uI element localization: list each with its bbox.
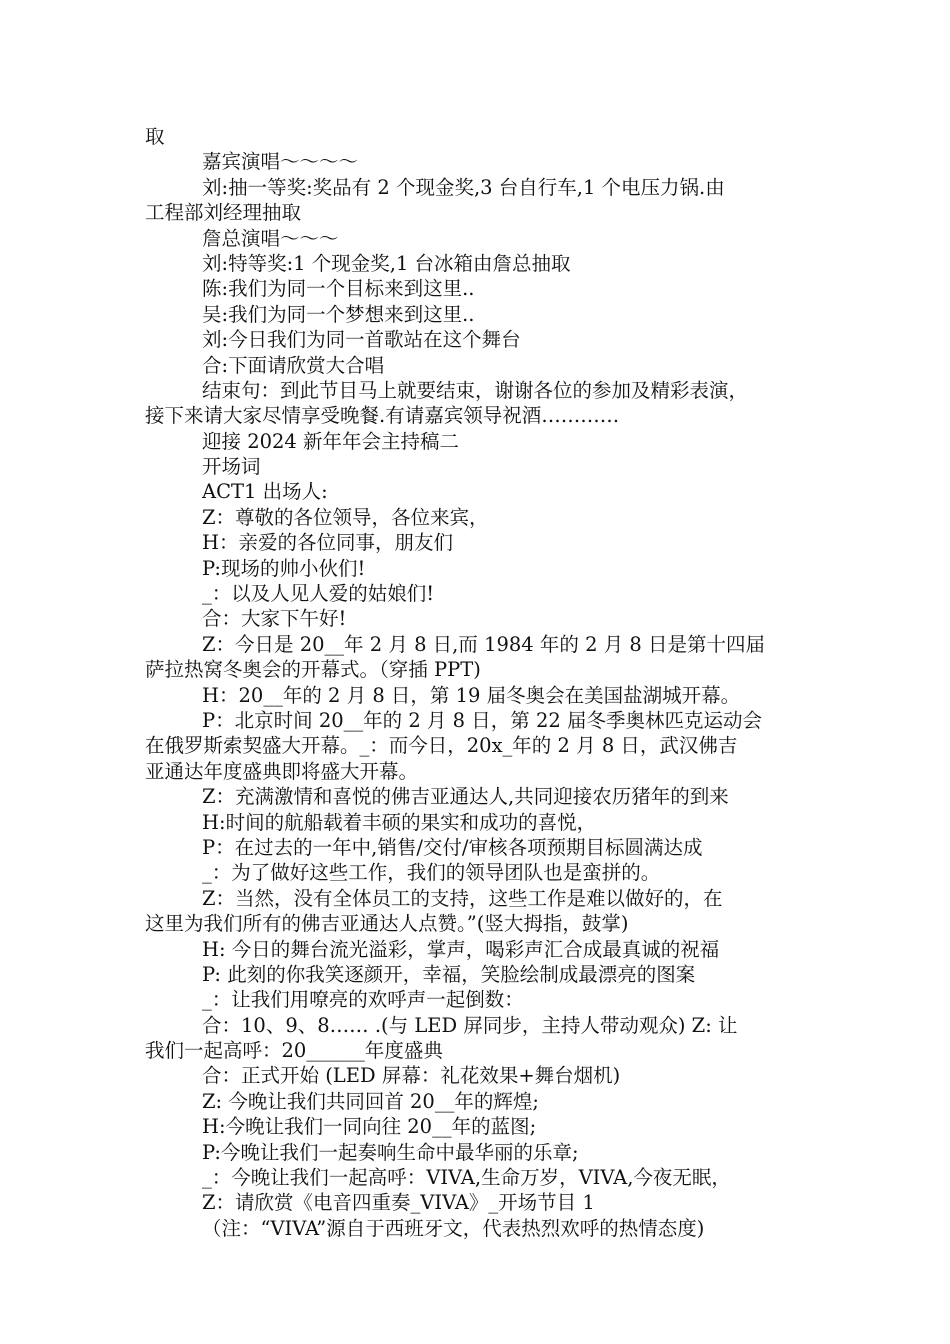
text-line: 陈:我们为同一个目标来到这里.. bbox=[202, 277, 475, 301]
text-line: 合：10、9、8…… .(与 LED 屏同步，主持人带动观众) Z: 让 bbox=[202, 1013, 738, 1037]
text-line: _：以及人见人爱的姑娘们! bbox=[202, 582, 435, 606]
text-line: H:今晚让我们一同向往 20__年的蓝图; bbox=[202, 1115, 537, 1139]
text-line: 接下来请大家尽情享受晚餐.有请嘉宾领导祝酒………… bbox=[145, 404, 620, 428]
text-line: 我们一起高呼：20______年度盛典 bbox=[145, 1039, 443, 1063]
text-line: _：让我们用嘹亮的欢呼声一起倒数： bbox=[202, 988, 524, 1012]
text-line: P：北京时间 20__年的 2 月 8 日，第 22 届冬季奥林匹克运动会 bbox=[202, 708, 762, 732]
text-line: 詹总演唱～～～ bbox=[202, 226, 339, 250]
text-line: 工程部刘经理抽取 bbox=[145, 201, 302, 225]
text-line: _：今晚让我们一起高呼：VIVA,生命万岁，VIVA,今夜无眠， bbox=[202, 1166, 731, 1190]
text-line: 合：大家下午好! bbox=[202, 607, 347, 631]
text-line: H：20__年的 2 月 8 日，第 19 届冬奥会在美国盐湖城开幕。 bbox=[202, 683, 741, 707]
text-line: 刘:今日我们为同一首歌站在这个舞台 bbox=[202, 328, 521, 352]
text-line: 在俄罗斯索契盛大开幕。_：而今日，20x_年的 2 月 8 日，武汉佛吉 bbox=[145, 734, 738, 758]
text-line: P:现场的帅小伙们! bbox=[202, 556, 366, 580]
text-line: _：为了做好这些工作，我们的领导团队也是蛮拼的。 bbox=[202, 861, 661, 885]
text-line: P: 此刻的你我笑逐颜开，幸福，笑脸绘制成最漂亮的图案 bbox=[202, 962, 696, 986]
text-line: P:今晚让我们一起奏响生命中最华丽的乐章; bbox=[202, 1140, 579, 1164]
text-line: Z：当然，没有全体员工的支持，这些工作是难以做好的，在 bbox=[202, 886, 723, 910]
text-line: 合:下面请欣赏大合唱 bbox=[202, 353, 385, 377]
text-line: H：亲爱的各位同事，朋友们 bbox=[202, 531, 454, 555]
text-line: Z：尊敬的各位领导，各位来宾， bbox=[202, 505, 489, 529]
text-line: 合：正式开始 (LED 屏幕：礼花效果+舞台烟机) bbox=[202, 1064, 621, 1088]
text-line: 刘:特等奖:1 个现金奖,1 台冰箱由詹总抽取 bbox=[202, 251, 571, 275]
text-line: 这里为我们所有的佛吉亚通达人点赞。”(竖大拇指，鼓掌) bbox=[145, 912, 629, 936]
text-line: 刘:抽一等奖:奖品有 2 个现金奖,3 台自行车,1 个电压力锅.由 bbox=[202, 175, 725, 199]
text-line: Z：请欣赏《电音四重奏_VIVA》_开场节目 1 bbox=[202, 1191, 595, 1215]
text-line: ACT1 出场人: bbox=[202, 480, 328, 504]
text-line: Z：充满激情和喜悦的佛吉亚通达人,共同迎接农历猪年的到来 bbox=[202, 785, 729, 809]
text-line: 吴:我们为同一个梦想来到这里.. bbox=[202, 302, 475, 326]
text-line: 嘉宾演唱～～～～ bbox=[202, 150, 359, 174]
text-line: 结束句：到此节目马上就要结束，谢谢各位的参加及精彩表演， bbox=[202, 378, 749, 402]
text-line: 迎接 2024 新年年会主持稿二 bbox=[202, 429, 460, 453]
text-line: Z：今日是 20__年 2 月 8 日,而 1984 年的 2 月 8 日是第十四届 bbox=[202, 632, 765, 656]
text-line: 萨拉热窝冬奥会的开幕式。（穿插 PPT) bbox=[145, 658, 481, 682]
text-line: 亚通达年度盛典即将盛大开幕。 bbox=[145, 759, 419, 783]
text-line: P：在过去的一年中,销售/交付/审核各项预期目标圆满达成 bbox=[202, 835, 703, 859]
document-body bbox=[145, 124, 810, 1241]
text-line: H: 今日的舞台流光溢彩，掌声，喝彩声汇合成最真诚的祝福 bbox=[202, 937, 720, 961]
text-line: 取 bbox=[145, 125, 165, 148]
text-line: Z: 今晚让我们共同回首 20__年的辉煌; bbox=[202, 1089, 539, 1113]
text-line: H:时间的航船载着丰硕的果实和成功的喜悦， bbox=[202, 810, 597, 834]
text-line: （注：“VIVA”源自于西班牙文，代表热烈欢呼的热情态度) bbox=[202, 1216, 705, 1240]
text-line: 开场词 bbox=[202, 455, 261, 479]
